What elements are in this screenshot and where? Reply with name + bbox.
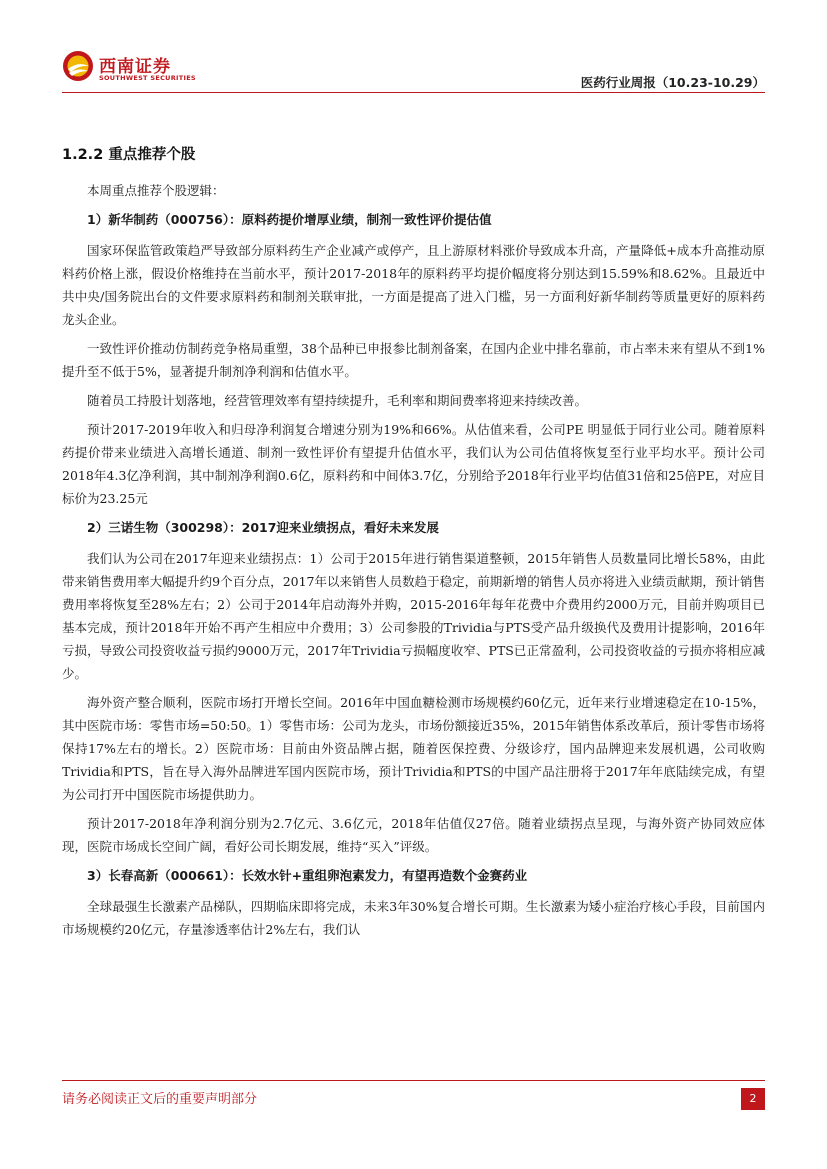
body-paragraph: 一致性评价推动仿制药竞争格局重塑，38个品种已申报参比制剂备案，在国内企业中排名靠前，市占率未来有望从不到1%提升至不低于5%，显著提升制剂净利润和估值水平。 (62, 341, 765, 379)
stock-block-xinhua (62, 208, 765, 510)
stock-title: 2）三诺生物（300298）：2017迎来业绩拐点，看好未来发展 (87, 520, 439, 535)
report-title: 医药行业周报（10.23-10.29） (580, 75, 765, 90)
brand-emblem-icon (62, 50, 94, 82)
body-paragraph: 海外资产整合顺利，医院市场打开增长空间。2016年中国血糖检测市场规模约60亿元，近年来行业增速稳定在10-15%，其中医院市场：零售市场=50:50。1）零售市场：公司为龙头，市场份额接近35%，2015年销售体系改革后，预计零售市场将保持17%左右的增长。2）医院市场：目前由外资品牌占据，随着医保控费、分级诊疗，国内品牌迎来发展机遇，公司收购Trividia和PTS，旨在导入海外品牌进军国内医院市场，预计Trividia和PTS的中国产品注册将于2017年年底陆续完成，有望为公司打开中国医院市场提供助力。 (62, 695, 765, 802)
body-paragraph: 预计2017-2019年收入和归母净利润复合增速分别为19%和66%。从估值来看，公司PE 明显低于同行业公司。随着原料药提价带来业绩进入高增长通道、制剂一致性评价有望提升估值水平，我们认为公司估值将恢复至行业平均水平。预计公司2018年4.3亿净利润，其中制剂净利润0.6亿，原料药和中间体3.7亿，分别给予2018年行业平均估值31倍和25倍PE，对应目标价为23.25元 (62, 422, 765, 506)
footer-divider (62, 1080, 765, 1081)
stock-title: 3）长春高新（000661）：长效水针+重组卵泡素发力，有望再造数个金赛药业 (87, 868, 528, 883)
brand-name-cn: 西南证券 (99, 57, 171, 77)
header-divider (62, 92, 765, 93)
section-intro: 本周重点推荐个股逻辑： (87, 183, 225, 198)
southwest-securities-logo (62, 50, 202, 84)
body-paragraph: 随着员工持股计划落地，经营管理效率有望持续提升，毛利率和期间费率将迎来持续改善。 (87, 393, 588, 408)
main-content (62, 143, 765, 947)
stock-block-changchun (62, 864, 765, 941)
brand-name-en: SOUTHWEST SECURITIES (99, 74, 196, 82)
body-paragraph: 我们认为公司在2017年迎来业绩拐点：1）公司于2015年进行销售渠道整顿，2015年销售人员数量同比增长58%，由此带来销售费用率大幅提升约9个百分点，2017年以来销售人员数趋于稳定，前期新增的销售人员亦将进入业绩贡献期，预计销售费用率将恢复至28%左右；2）公司于2014年启动海外并购，2015-2016年每年花费中介费用约2000万元，目前并购项目已基本完成，预计2018年开始不再产生相应中介费用；3）公司参股的Trividia与PTS受产品升级换代及费用计提影响，2016年亏损，导致公司投资收益亏损约9000万元，2017年Trividia亏损幅度收窄、PTS已正常盈利，公司投资收益的亏损亦将相应减少。 (62, 551, 765, 681)
body-paragraph: 预计2017-2018年净利润分别为2.7亿元、3.6亿元，2018年估值仅27倍。随着业绩拐点呈现，与海外资产协同效应体现，医院市场成长空间广阔，看好公司长期发展，维持“买入”评级。 (62, 816, 765, 854)
stock-title: 1）新华制药（000756）：原料药提价增厚业绩，制剂一致性评价提估值 (87, 212, 492, 227)
page-header (0, 0, 827, 100)
stock-block-sannuo (62, 516, 765, 858)
page-number: 2 (741, 1088, 765, 1110)
body-paragraph: 国家环保监管政策趋严导致部分原料药生产企业减产或停产，且上游原材料涨价导致成本升高，产量降低+成本升高推动原料药价格上涨，假设价格维持在当前水平，预计2017-2018年的原料药平均提价幅度将分别达到15.59%和8.62%。且最近中共中央/国务院出台的文件要求原料药和制剂关联审批，一方面是提高了进入门槛，另一方面利好新华制药等质量更好的原料药龙头企业。 (62, 243, 765, 327)
disclaimer-notice: 请务必阅读正文后的重要声明部分 (62, 1092, 258, 1107)
section-heading: 1.2.2 重点推荐个股 (62, 147, 196, 163)
body-paragraph: 全球最强生长激素产品梯队，四期临床即将完成，未来3年30%复合增长可期。生长激素为矮小症治疗核心手段，目前国内市场规模约20亿元，存量渗透率估计2%左右，我们认 (62, 899, 765, 937)
